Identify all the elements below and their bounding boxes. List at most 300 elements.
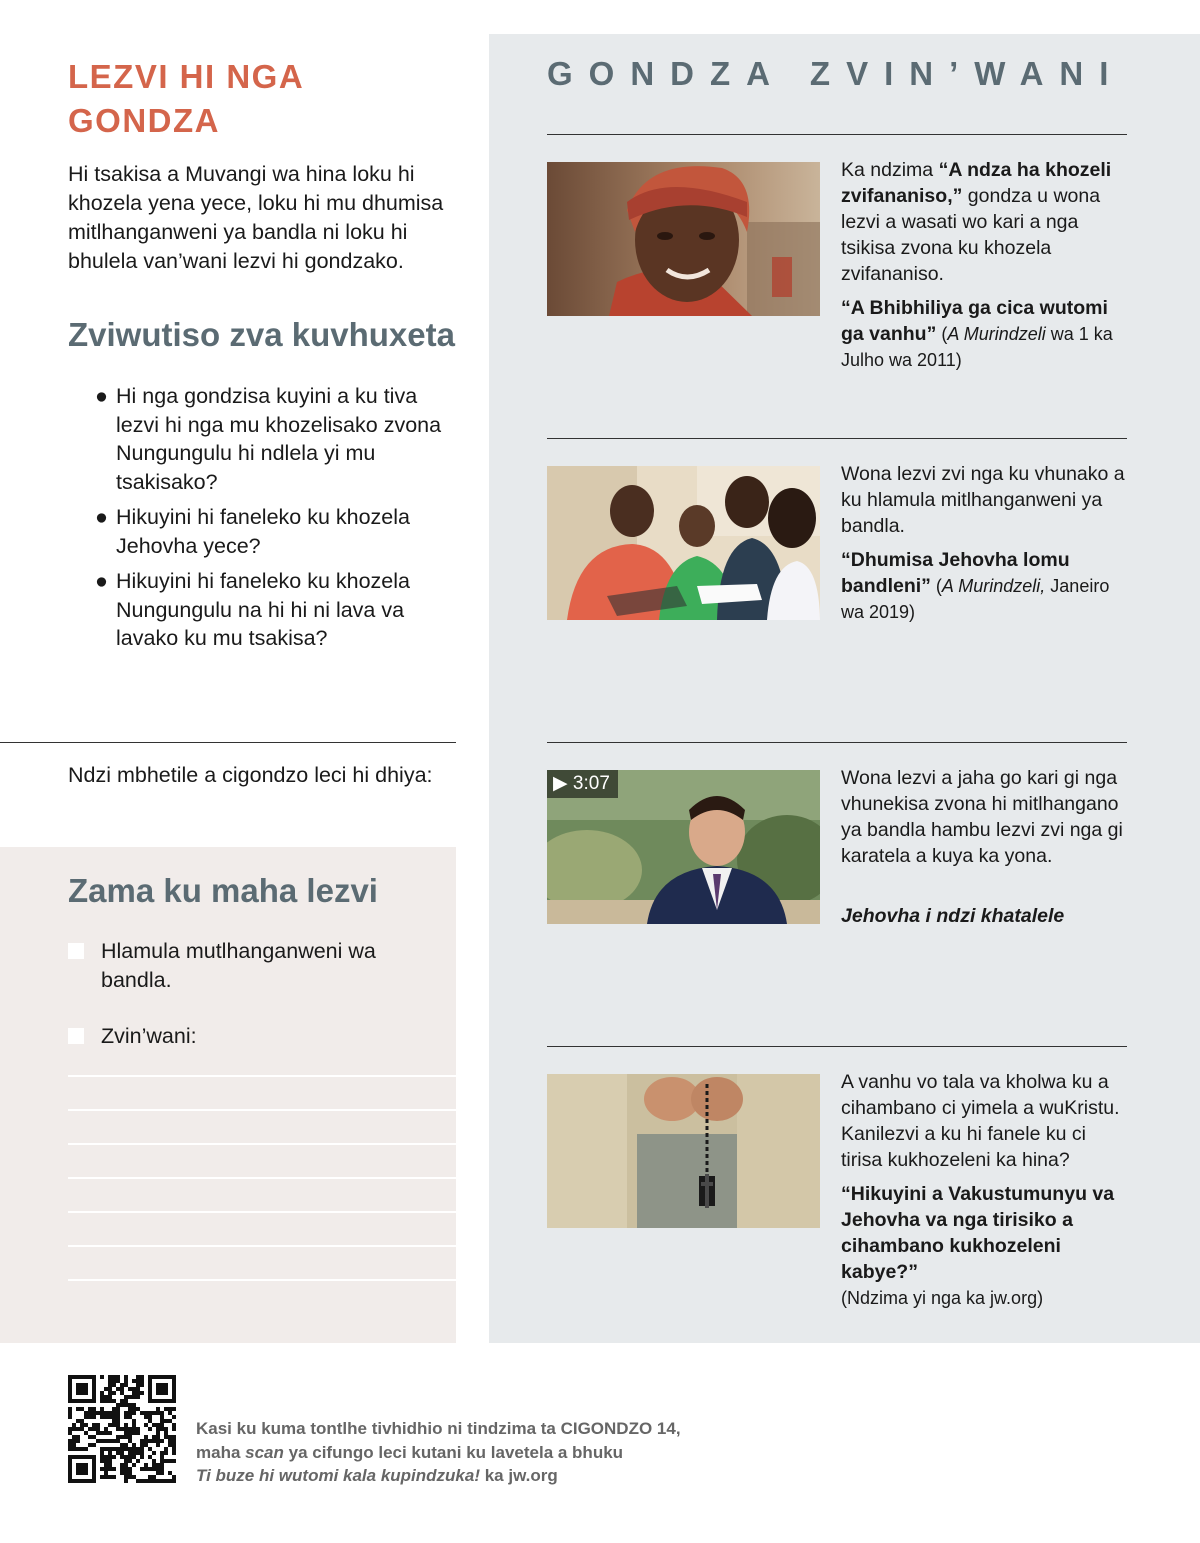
qr-module xyxy=(152,1467,156,1471)
qr-module xyxy=(116,1387,120,1391)
qr-module xyxy=(148,1479,152,1483)
qr-module xyxy=(112,1455,116,1459)
qr-module xyxy=(100,1439,104,1443)
qr-module xyxy=(136,1391,140,1395)
qr-module xyxy=(92,1407,96,1411)
man-in-suit-video-still[interactable] xyxy=(547,770,820,924)
lesson-intro: Hi tsakisa a Muvangi wa hina loku hi khozela yena yece, loku hi mu dhumisa mitlhanganweni ya bandla ni loku hi bhulela van’wani lezvi hi gondzako. xyxy=(68,162,444,273)
qr-module xyxy=(152,1439,156,1443)
qr-module xyxy=(160,1439,164,1443)
video-duration-badge: ▶ 3:07 xyxy=(547,770,618,798)
hands-holding-rosary-photo[interactable] xyxy=(547,1074,820,1228)
explore-item-reference[interactable]: “Dhumisa Jehovha lomu bandleni” (A Murindzeli, Janeiro wa 2019) xyxy=(841,549,1110,622)
qr-module xyxy=(152,1463,156,1467)
qr-module xyxy=(160,1471,164,1475)
qr-module xyxy=(156,1467,160,1471)
qr-module xyxy=(108,1375,112,1379)
qr-module xyxy=(124,1427,128,1431)
qr-module xyxy=(156,1479,160,1483)
qr-module xyxy=(132,1451,136,1455)
qr-module xyxy=(112,1391,116,1395)
qr-module xyxy=(72,1447,76,1451)
qr-module xyxy=(112,1439,116,1443)
qr-module xyxy=(108,1383,112,1387)
qr-module xyxy=(140,1451,144,1455)
qr-module xyxy=(136,1447,140,1451)
qr-module xyxy=(144,1411,148,1415)
checkbox[interactable] xyxy=(68,943,84,959)
qr-module xyxy=(164,1451,168,1455)
qr-module xyxy=(116,1403,120,1407)
qr-module xyxy=(160,1419,164,1423)
qr-module xyxy=(116,1435,120,1439)
qr-module xyxy=(120,1467,124,1471)
qr-module xyxy=(144,1463,148,1467)
qr-module xyxy=(92,1411,96,1415)
qr-module xyxy=(80,1447,84,1451)
qr-module xyxy=(164,1447,168,1451)
qr-module xyxy=(160,1427,164,1431)
qr-module xyxy=(124,1443,128,1447)
qr-module xyxy=(116,1415,120,1419)
qr-module xyxy=(152,1479,156,1483)
qr-module xyxy=(72,1423,76,1427)
qr-module xyxy=(76,1447,80,1451)
qr-module xyxy=(108,1395,112,1399)
qr-module xyxy=(144,1467,148,1471)
try-item-label: Zvin’wani: xyxy=(101,1024,197,1048)
qr-module xyxy=(148,1475,152,1479)
divider xyxy=(547,438,1127,439)
writing-line[interactable] xyxy=(68,1143,456,1145)
divider xyxy=(547,1046,1127,1047)
qr-module xyxy=(68,1415,72,1419)
lesson-title: LEZVI HI NGA GONDZA xyxy=(68,58,303,139)
qr-module xyxy=(172,1407,176,1411)
qr-module xyxy=(132,1395,136,1399)
qr-module xyxy=(108,1459,112,1463)
qr-module xyxy=(120,1451,124,1455)
writing-line[interactable] xyxy=(68,1245,456,1247)
qr-module xyxy=(140,1411,144,1415)
qr-module xyxy=(128,1431,132,1435)
qr-module xyxy=(108,1447,112,1451)
explore-item-reference[interactable]: “A Bhibhiliya ga cica wutomi ga vanhu” (A Murindzeli wa 1 ka Julho wa 2011) xyxy=(841,297,1113,370)
qr-module xyxy=(172,1479,176,1483)
qr-module xyxy=(112,1399,116,1403)
qr-module xyxy=(76,1439,80,1443)
qr-module xyxy=(156,1411,160,1415)
qr-module xyxy=(120,1443,124,1447)
qr-module xyxy=(112,1419,116,1423)
qr-module xyxy=(164,1431,168,1435)
qr-module xyxy=(92,1423,96,1427)
qr-module xyxy=(116,1411,120,1415)
qr-module xyxy=(156,1435,160,1439)
video-title[interactable]: Jehovha i ndzi khatalele xyxy=(841,905,1065,927)
qr-module xyxy=(124,1435,128,1439)
qr-module xyxy=(116,1451,120,1455)
qr-module xyxy=(148,1447,152,1451)
qr-module xyxy=(116,1419,120,1423)
qr-module xyxy=(108,1415,112,1419)
qr-module xyxy=(68,1439,72,1443)
qr-module xyxy=(168,1471,172,1475)
qr-module xyxy=(112,1383,116,1387)
qr-module xyxy=(132,1379,136,1383)
qr-module xyxy=(120,1403,124,1407)
qr-module xyxy=(76,1435,80,1439)
qr-module xyxy=(132,1427,136,1431)
qr-module xyxy=(136,1479,140,1483)
qr-module xyxy=(168,1419,172,1423)
qr-module xyxy=(100,1475,104,1479)
qr-module xyxy=(128,1407,132,1411)
qr-module xyxy=(88,1411,92,1415)
qr-module xyxy=(136,1431,140,1435)
qr-module xyxy=(140,1479,144,1483)
qr-module xyxy=(140,1455,144,1459)
qr-module xyxy=(104,1467,108,1471)
qr-module xyxy=(124,1431,128,1435)
qr-module xyxy=(120,1447,124,1451)
qr-module xyxy=(108,1431,112,1435)
qr-module xyxy=(120,1463,124,1467)
qr-module xyxy=(156,1427,160,1431)
smiling-elderly-woman-photo[interactable] xyxy=(547,162,820,316)
qr-module xyxy=(136,1427,140,1431)
family-studying-photo[interactable] xyxy=(547,466,820,620)
qr-module xyxy=(84,1411,88,1415)
qr-module xyxy=(172,1415,176,1419)
qr-module xyxy=(156,1463,160,1467)
qr-module xyxy=(76,1407,80,1411)
qr-module xyxy=(160,1467,164,1471)
qr-module xyxy=(172,1435,176,1439)
qr-module xyxy=(128,1459,132,1463)
qr-module xyxy=(84,1415,88,1419)
qr-module xyxy=(124,1459,128,1463)
explore-item-description: Wona lezvi a jaha go kari gi nga vhunekisa zvona hi mitlhangano ya bandla hambu lezvi zvi nga gi karatela a kuya ka yona. xyxy=(841,767,1123,867)
qr-module xyxy=(144,1479,148,1483)
qr-module xyxy=(72,1439,76,1443)
qr-module xyxy=(148,1455,152,1459)
qr-module xyxy=(140,1467,144,1471)
qr-module xyxy=(116,1379,120,1383)
qr-module xyxy=(80,1427,84,1431)
qr-module xyxy=(112,1411,116,1415)
writing-line[interactable] xyxy=(68,1279,456,1281)
qr-module xyxy=(132,1455,136,1459)
qr-module xyxy=(148,1439,152,1443)
qr-module xyxy=(124,1455,128,1459)
qr-module xyxy=(120,1391,124,1395)
review-heading: Zviwutiso zva kuvhuxeta xyxy=(68,316,455,353)
qr-module xyxy=(156,1407,160,1411)
qr-module xyxy=(128,1395,132,1399)
writing-line[interactable] xyxy=(68,1177,456,1179)
qr-module xyxy=(136,1451,140,1455)
qr-module xyxy=(140,1443,144,1447)
qr-module xyxy=(136,1407,140,1411)
qr-module xyxy=(160,1455,164,1459)
qr-module xyxy=(160,1451,164,1455)
writing-line[interactable] xyxy=(68,1075,456,1077)
qr-module xyxy=(76,1419,80,1423)
qr-module xyxy=(172,1443,176,1447)
qr-module xyxy=(168,1459,172,1463)
qr-module xyxy=(88,1415,92,1419)
qr-module xyxy=(156,1443,160,1447)
qr-module xyxy=(104,1431,108,1435)
qr-module xyxy=(92,1435,96,1439)
qr-module xyxy=(112,1379,116,1383)
qr-module xyxy=(136,1379,140,1383)
qr-module xyxy=(136,1395,140,1399)
qr-module xyxy=(124,1479,128,1483)
qr-module xyxy=(104,1447,108,1451)
qr-module xyxy=(152,1435,156,1439)
qr-module xyxy=(136,1459,140,1463)
qr-module xyxy=(124,1447,128,1451)
explore-item-reference[interactable] xyxy=(841,903,1131,929)
qr-module xyxy=(160,1479,164,1483)
qr-module xyxy=(128,1455,132,1459)
qr-module xyxy=(156,1439,160,1443)
qr-module xyxy=(96,1423,100,1427)
qr-module xyxy=(92,1415,96,1419)
qr-module xyxy=(100,1467,104,1471)
qr-module xyxy=(148,1411,152,1415)
checkbox[interactable] xyxy=(68,1028,84,1044)
qr-module xyxy=(116,1439,120,1443)
qr-module xyxy=(172,1475,176,1479)
qr-module xyxy=(124,1463,128,1467)
qr-module xyxy=(72,1443,76,1447)
qr-module xyxy=(128,1475,132,1479)
qr-module xyxy=(124,1375,128,1379)
qr-module xyxy=(152,1459,156,1463)
qr-module xyxy=(100,1395,104,1399)
qr-module xyxy=(104,1395,108,1399)
qr-module xyxy=(120,1427,124,1431)
qr-module xyxy=(160,1463,164,1467)
qr-module xyxy=(108,1463,112,1467)
qr-module xyxy=(128,1403,132,1407)
qr-module xyxy=(108,1423,112,1427)
qr-module xyxy=(124,1467,128,1471)
qr-module xyxy=(116,1407,120,1411)
qr-module xyxy=(80,1419,84,1423)
qr-module xyxy=(112,1475,116,1479)
qr-module xyxy=(96,1439,100,1443)
qr-module xyxy=(80,1407,84,1411)
review-question: ● Hikuyini hi faneleko ku khozela Nungungulu na hi hi ni lava va lavako ku mu tsakisa? xyxy=(95,569,410,650)
qr-module xyxy=(108,1399,112,1403)
qr-module xyxy=(100,1447,104,1451)
completed-lesson-label: Ndzi mbhetile a cigondzo leci hi dhiya: xyxy=(68,763,433,787)
qr-module xyxy=(108,1467,112,1471)
qr-module xyxy=(100,1451,104,1455)
footer-note: Kasi ku kuma tontlhe tivhidhio ni tindzima ta CIGONDZO 14, maha scan ya cifungo leci kutani ku lavetela a bhuku Ti buze hi wutomi kala kupindzuka! ka jw.org xyxy=(196,1419,681,1485)
qr-module xyxy=(128,1427,132,1431)
qr-module xyxy=(100,1415,104,1419)
qr-module xyxy=(152,1411,156,1415)
qr-module xyxy=(124,1411,128,1415)
qr-module xyxy=(136,1387,140,1391)
article-title[interactable]: “A ndza ha khozeli zvifananiso,” xyxy=(841,159,1112,207)
qr-module xyxy=(124,1423,128,1427)
qr-module xyxy=(132,1475,136,1479)
qr-module xyxy=(104,1459,108,1463)
qr-module xyxy=(164,1459,168,1463)
qr-module xyxy=(124,1403,128,1407)
qr-module xyxy=(140,1383,144,1387)
qr-module xyxy=(132,1407,136,1411)
qr-module xyxy=(80,1423,84,1427)
qr-module xyxy=(108,1411,112,1415)
qr-module xyxy=(156,1423,160,1427)
qr-module xyxy=(104,1455,108,1459)
qr-module xyxy=(68,1447,72,1451)
qr-module xyxy=(88,1443,92,1447)
qr-module xyxy=(168,1407,172,1411)
review-question: ● Hi nga gondzisa kuyini a ku tiva lezvi hi nga mu khozelisako zvona Nungungulu hi ndlela yi mu tsakisako? xyxy=(95,384,442,494)
qr-module xyxy=(160,1415,164,1419)
qr-module xyxy=(132,1391,136,1395)
qr-module xyxy=(148,1419,152,1423)
qr-module xyxy=(100,1391,104,1395)
qr-module xyxy=(88,1407,92,1411)
explore-item-reference[interactable]: “Hikuyini a Vakustumunyu va Jehovha va nga tirisiko a cihambano kukhozeleni kabye?” (Ndzima yi nga ka jw.org) xyxy=(841,1183,1115,1308)
qr-module xyxy=(144,1443,148,1447)
qr-module xyxy=(144,1423,148,1427)
qr-code[interactable] xyxy=(68,1375,176,1483)
qr-module xyxy=(144,1415,148,1419)
writing-line[interactable] xyxy=(68,1109,456,1111)
qr-module xyxy=(168,1411,172,1415)
qr-module xyxy=(156,1431,160,1435)
qr-module xyxy=(92,1443,96,1447)
qr-module xyxy=(112,1447,116,1451)
qr-module xyxy=(164,1479,168,1483)
qr-module xyxy=(128,1451,132,1455)
qr-module xyxy=(164,1427,168,1431)
qr-module xyxy=(68,1443,72,1447)
qr-module xyxy=(132,1431,136,1435)
qr-module xyxy=(148,1415,152,1419)
qr-module xyxy=(100,1455,104,1459)
qr-module xyxy=(84,1431,88,1435)
divider xyxy=(0,742,456,743)
qr-module xyxy=(168,1435,172,1439)
qr-module xyxy=(100,1407,104,1411)
explore-item-description: Wona lezvi zvi nga ku vhunako a ku hlamula mitlhanganweni ya bandla. xyxy=(841,463,1125,537)
qr-module xyxy=(128,1447,132,1451)
qr-module xyxy=(128,1387,132,1391)
qr-module xyxy=(124,1383,128,1387)
qr-module xyxy=(152,1451,156,1455)
qr-module xyxy=(136,1375,140,1379)
qr-module xyxy=(96,1427,100,1431)
qr-module xyxy=(148,1467,152,1471)
qr-module xyxy=(108,1387,112,1391)
qr-module xyxy=(104,1399,108,1403)
qr-module xyxy=(140,1447,144,1451)
qr-module xyxy=(132,1419,136,1423)
qr-module xyxy=(96,1431,100,1435)
qr-module xyxy=(172,1439,176,1443)
qr-module xyxy=(120,1455,124,1459)
qr-module xyxy=(100,1459,104,1463)
qr-module xyxy=(124,1379,128,1383)
qr-module xyxy=(112,1415,116,1419)
qr-module xyxy=(160,1459,164,1463)
qr-module xyxy=(152,1475,156,1479)
review-question: ● Hikuyini hi faneleko ku khozela Jehovha yece? xyxy=(95,505,410,558)
qr-module xyxy=(68,1427,72,1431)
bullet-icon: ● xyxy=(95,505,108,529)
qr-module xyxy=(168,1443,172,1447)
explore-item-description: Ka ndzima “A ndza ha khozeli zvifananiso,” gondza u wona lezvi a wasati wo kari a nga tsikisa zvona ku khozela zvifananiso. xyxy=(841,159,1112,285)
qr-module xyxy=(104,1427,108,1431)
writing-line[interactable] xyxy=(68,1211,456,1213)
qr-module xyxy=(148,1427,152,1431)
review-question-list xyxy=(95,382,455,660)
qr-module xyxy=(168,1439,172,1443)
qr-module xyxy=(128,1471,132,1475)
qr-module xyxy=(68,1411,72,1415)
qr-module xyxy=(76,1427,80,1431)
qr-module xyxy=(124,1415,128,1419)
qr-module xyxy=(112,1467,116,1471)
qr-module xyxy=(140,1391,144,1395)
play-icon: ▶ xyxy=(553,773,568,794)
qr-module xyxy=(140,1379,144,1383)
qr-module xyxy=(104,1439,108,1443)
explore-heading: GONDZA ZVIN’WANI xyxy=(547,55,1125,92)
qr-module xyxy=(128,1435,132,1439)
qr-module xyxy=(104,1475,108,1479)
qr-module xyxy=(108,1379,112,1383)
qr-module xyxy=(144,1439,148,1443)
qr-module xyxy=(108,1475,112,1479)
qr-module xyxy=(136,1383,140,1387)
qr-module xyxy=(132,1387,136,1391)
qr-module xyxy=(84,1447,88,1451)
qr-module xyxy=(168,1479,172,1483)
qr-module xyxy=(132,1423,136,1427)
qr-module xyxy=(160,1423,164,1427)
qr-module xyxy=(120,1387,124,1391)
try-this-box xyxy=(0,847,456,1343)
qr-module xyxy=(120,1399,124,1403)
divider xyxy=(547,134,1127,135)
bullet-icon: ● xyxy=(95,569,108,593)
qr-module xyxy=(112,1407,116,1411)
qr-module xyxy=(120,1435,124,1439)
qr-module xyxy=(100,1411,104,1415)
qr-module xyxy=(128,1411,132,1415)
qr-module xyxy=(68,1431,72,1435)
qr-module xyxy=(152,1423,156,1427)
qr-module xyxy=(108,1439,112,1443)
qr-module xyxy=(88,1435,92,1439)
qr-module xyxy=(100,1375,104,1379)
qr-module xyxy=(92,1427,96,1431)
qr-module xyxy=(112,1375,116,1379)
qr-module xyxy=(156,1471,160,1475)
